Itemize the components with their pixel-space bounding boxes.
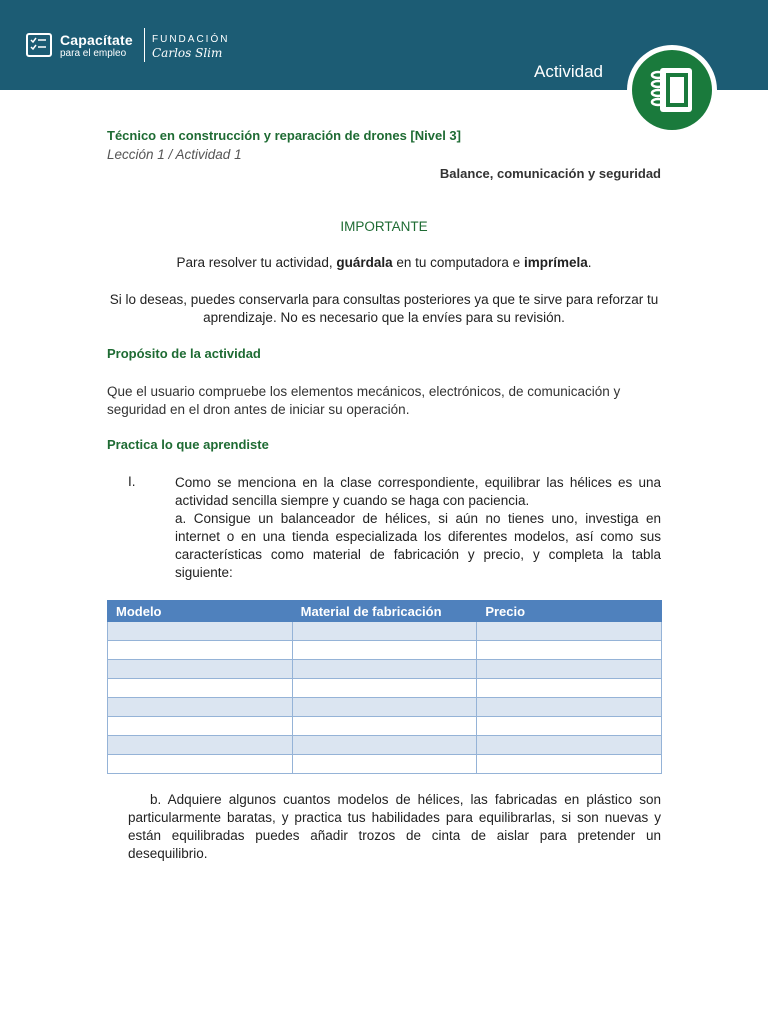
- table-cell[interactable]: [292, 736, 477, 755]
- table-cell[interactable]: [477, 736, 662, 755]
- instructions-print: imprímela: [523, 255, 588, 270]
- table-cell[interactable]: [292, 622, 477, 641]
- table-cell[interactable]: [477, 660, 662, 679]
- table-cell[interactable]: [108, 698, 293, 717]
- table-row: [108, 736, 662, 755]
- table-cell[interactable]: [477, 698, 662, 717]
- table-cell[interactable]: [292, 755, 477, 774]
- column-header-model: Modelo: [108, 601, 293, 622]
- table-row: [108, 622, 662, 641]
- table-cell[interactable]: [108, 717, 293, 736]
- practice-item-a: a. Consigue un balanceador de hélices, si aún no tienes uno, investiga en internet o en una tienda especializada los diferentes modelos, así como sus características como material de fabricación y precio, y completa la tabla siguiente:: [175, 511, 661, 580]
- column-header-material: Material de fabricación: [292, 601, 477, 622]
- lesson-label: Lección 1 / Actividad 1: [107, 147, 242, 162]
- course-title: Técnico en construcción y reparación de drones [Nivel 3]: [107, 128, 461, 143]
- table-header-row: [108, 601, 662, 622]
- foundation-logo: [152, 34, 229, 60]
- table-row: [108, 717, 662, 736]
- table-cell[interactable]: [292, 698, 477, 717]
- activity-badge: [627, 45, 717, 135]
- purpose-heading: Propósito de la actividad: [107, 346, 261, 361]
- table-cell[interactable]: [292, 679, 477, 698]
- checklist-icon: [26, 33, 52, 57]
- table-cell[interactable]: [477, 755, 662, 774]
- practice-item-b: b. Adquiere algunos cuantos modelos de hélices, las fabricadas en plástico son particularmente baratas, y practica tus habilidades para equilibrarlas, si son nuevas y están equilibradas puedes añadir trozos de cinta de aislar para pretender un desequilibrio.: [128, 792, 661, 861]
- instructions-note: Si lo deseas, puedes conservarla para consultas posteriores ya que te sirve para reforzar tu aprendizaje. No es necesario que la envíes para su revisión.: [109, 292, 659, 325]
- table-cell[interactable]: [108, 679, 293, 698]
- instructions-text-a: Para resolver tu actividad,: [176, 255, 337, 270]
- section-label: Actividad: [534, 62, 603, 81]
- table-cell[interactable]: [477, 717, 662, 736]
- table-cell[interactable]: [108, 755, 293, 774]
- logo-divider: [144, 28, 145, 62]
- practice-heading: Practica lo que aprendiste: [107, 437, 269, 452]
- table-cell[interactable]: [108, 622, 293, 641]
- balancer-table: [107, 600, 662, 774]
- table-row: [108, 660, 662, 679]
- table-row: [108, 698, 662, 717]
- important-heading: IMPORTANTE: [340, 219, 428, 234]
- table-cell[interactable]: [477, 641, 662, 660]
- table-row: [108, 679, 662, 698]
- practice-item: [175, 474, 661, 582]
- table-cell[interactable]: [292, 717, 477, 736]
- activity-subtitle: Balance, comunicación y seguridad: [439, 166, 661, 181]
- instructions-save: guárdala: [336, 255, 393, 270]
- instructions-line: [0, 255, 768, 270]
- purpose-text: Que el usuario compruebe los elementos mecánicos, electrónicos, de comunicación y seguridad en el dron antes de iniciar su operación.: [107, 384, 621, 417]
- table-cell[interactable]: [108, 736, 293, 755]
- instructions-text-e: .: [587, 255, 592, 270]
- notebook-icon: [648, 65, 696, 115]
- instructions-text-c: en tu computadora e: [392, 255, 524, 270]
- brand-tagline: para el empleo: [60, 48, 127, 59]
- table-cell[interactable]: [477, 622, 662, 641]
- brand-name: Capacítate: [60, 32, 133, 48]
- table-cell[interactable]: [477, 679, 662, 698]
- column-header-price: Precio: [477, 601, 662, 622]
- practice-item-intro: Como se menciona en la clase correspondiente, equilibrar las hélices es una actividad sencilla siempre y cuando se haga con paciencia.: [175, 475, 661, 508]
- list-numeral: I.: [128, 474, 136, 489]
- table-row: [108, 641, 662, 660]
- table-cell[interactable]: [108, 641, 293, 660]
- table-cell[interactable]: [292, 660, 477, 679]
- foundation-name: Carlos Slim: [152, 46, 223, 60]
- table-cell[interactable]: [292, 641, 477, 660]
- brand-logo: [60, 33, 133, 60]
- table-row: [108, 755, 662, 774]
- table-cell[interactable]: [108, 660, 293, 679]
- foundation-label: FUNDACIÓN: [152, 34, 230, 45]
